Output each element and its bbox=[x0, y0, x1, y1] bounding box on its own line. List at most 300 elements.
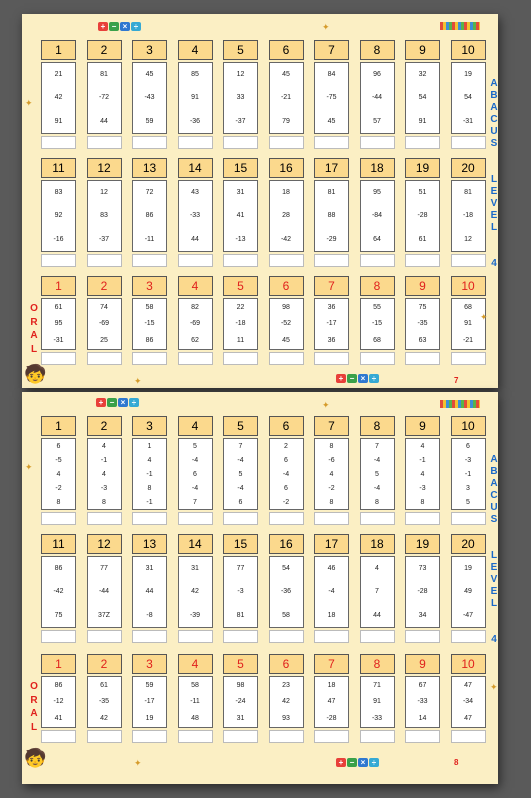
operator-icon: − bbox=[107, 398, 117, 407]
addend: -4 bbox=[191, 484, 199, 492]
problem-number: 13 bbox=[132, 158, 167, 178]
addend: 8 bbox=[147, 484, 152, 492]
number-box bbox=[405, 62, 440, 134]
operator-icon: − bbox=[347, 374, 357, 383]
addend: 19 bbox=[464, 565, 472, 573]
worksheet-page-7 bbox=[22, 14, 498, 388]
number-box bbox=[178, 438, 213, 510]
addend: 8 bbox=[420, 498, 425, 506]
addend: -35 bbox=[98, 698, 110, 706]
addend: -1 bbox=[419, 456, 426, 464]
problem-number: 2 bbox=[87, 40, 122, 60]
number-box bbox=[314, 676, 349, 728]
addend: 4 bbox=[420, 470, 425, 478]
addend: 86 bbox=[54, 681, 63, 689]
problem-number: 4 bbox=[178, 276, 213, 296]
addend: 31 bbox=[236, 189, 245, 197]
addend: 32 bbox=[418, 71, 427, 79]
addend: 43 bbox=[191, 189, 199, 197]
number-box bbox=[269, 298, 304, 350]
problem-number: 14 bbox=[178, 534, 213, 554]
answer-box[interactable] bbox=[132, 136, 167, 149]
addend: 91 bbox=[418, 117, 427, 125]
problem-number: 7 bbox=[314, 416, 349, 436]
answer-box[interactable] bbox=[223, 630, 258, 643]
problem-number: 5 bbox=[223, 654, 258, 674]
addend: -69 bbox=[98, 320, 110, 328]
addend: 47 bbox=[464, 681, 472, 689]
addend: 64 bbox=[373, 235, 381, 243]
number-box bbox=[269, 676, 304, 728]
answer-box[interactable] bbox=[405, 254, 440, 267]
addend: -33 bbox=[417, 698, 428, 706]
answer-box[interactable] bbox=[269, 254, 304, 267]
problem-row-2 bbox=[41, 534, 492, 644]
answer-box[interactable] bbox=[223, 136, 258, 149]
number-box bbox=[87, 438, 122, 510]
number-box bbox=[41, 676, 76, 728]
addend: -2 bbox=[55, 484, 62, 492]
answer-box[interactable] bbox=[451, 512, 486, 525]
addend: -4 bbox=[191, 456, 199, 464]
answer-box[interactable] bbox=[41, 512, 76, 525]
addend: 28 bbox=[282, 212, 290, 220]
problem-number: 11 bbox=[41, 534, 76, 554]
addend: 46 bbox=[327, 565, 336, 573]
addend: 31 bbox=[145, 565, 154, 573]
answer-box[interactable] bbox=[451, 136, 486, 149]
addend: 41 bbox=[236, 212, 245, 220]
number-box bbox=[87, 676, 122, 728]
addend: 84 bbox=[327, 71, 336, 79]
addend: 81 bbox=[100, 71, 108, 79]
addend: -6 bbox=[328, 456, 335, 464]
addend: -21 bbox=[462, 337, 474, 345]
number-box bbox=[41, 62, 76, 134]
answer-box[interactable] bbox=[132, 630, 167, 643]
number-box bbox=[223, 556, 258, 628]
number-box bbox=[132, 676, 167, 728]
addend: -36 bbox=[280, 588, 292, 596]
addend: 4 bbox=[420, 442, 425, 450]
answer-box[interactable] bbox=[405, 630, 440, 643]
addend: 91 bbox=[191, 94, 199, 102]
number-box bbox=[223, 676, 258, 728]
addend: -18 bbox=[235, 320, 246, 328]
operator-icon: + bbox=[96, 398, 106, 407]
number-box bbox=[451, 62, 486, 134]
addend: -21 bbox=[280, 94, 292, 102]
addend: -1 bbox=[464, 470, 472, 478]
addend: 54 bbox=[282, 565, 290, 573]
addend: -72 bbox=[98, 94, 110, 102]
problem-number: 4 bbox=[178, 654, 213, 674]
problem-number: 12 bbox=[87, 158, 122, 178]
answer-box[interactable] bbox=[269, 730, 304, 743]
number-box bbox=[178, 556, 213, 628]
number-box bbox=[360, 676, 395, 728]
addend: 8 bbox=[56, 498, 61, 506]
addend: -43 bbox=[144, 94, 155, 102]
number-box bbox=[451, 438, 486, 510]
addend: 85 bbox=[191, 71, 199, 79]
problem-number: 18 bbox=[360, 158, 395, 178]
addend: 21 bbox=[54, 71, 63, 79]
addend: 33 bbox=[236, 94, 245, 102]
number-box bbox=[314, 438, 349, 510]
operator-icon: × bbox=[118, 398, 128, 407]
answer-box[interactable] bbox=[87, 730, 122, 743]
addend: 31 bbox=[236, 715, 245, 723]
problem-number: 3 bbox=[132, 40, 167, 60]
addend: 11 bbox=[236, 337, 245, 345]
problem-number: 17 bbox=[314, 158, 349, 178]
answer-box[interactable] bbox=[360, 254, 395, 267]
number-box bbox=[405, 298, 440, 350]
level-label: A B A C U S L E V E L 4 bbox=[490, 454, 498, 645]
operator-icon: × bbox=[358, 374, 368, 383]
addend: 5 bbox=[466, 498, 470, 506]
addend: -1 bbox=[100, 456, 108, 464]
answer-box[interactable] bbox=[269, 352, 304, 365]
addend: 19 bbox=[464, 71, 472, 79]
number-box bbox=[360, 180, 395, 252]
addend: 55 bbox=[373, 303, 381, 311]
answer-box[interactable] bbox=[314, 136, 349, 149]
answer-box[interactable] bbox=[223, 512, 258, 525]
addend: 2 bbox=[284, 442, 288, 450]
problem-number: 17 bbox=[314, 534, 349, 554]
addend: -75 bbox=[326, 94, 337, 102]
number-box bbox=[132, 298, 167, 350]
addend: 14 bbox=[418, 715, 427, 723]
answer-box[interactable] bbox=[87, 352, 122, 365]
answer-box[interactable] bbox=[314, 630, 349, 643]
sparkle-icon: ✦ bbox=[134, 758, 142, 768]
addend: -4 bbox=[328, 588, 335, 596]
addend: 73 bbox=[418, 565, 427, 573]
addend: 4 bbox=[329, 470, 334, 478]
addend: 42 bbox=[100, 715, 108, 723]
addend: 49 bbox=[464, 588, 472, 596]
answer-box[interactable] bbox=[178, 136, 213, 149]
addend: -28 bbox=[417, 588, 428, 596]
addend: -84 bbox=[371, 212, 383, 220]
page-number: 8 bbox=[454, 758, 459, 767]
addend: -4 bbox=[373, 456, 381, 464]
addend: 62 bbox=[191, 337, 199, 345]
addend: -17 bbox=[144, 698, 155, 706]
answer-box[interactable] bbox=[360, 352, 395, 365]
page-number: 7 bbox=[454, 376, 459, 385]
answer-box[interactable] bbox=[269, 512, 304, 525]
number-box bbox=[269, 438, 304, 510]
addend: 47 bbox=[327, 698, 336, 706]
answer-box[interactable] bbox=[405, 136, 440, 149]
addend: 61 bbox=[100, 681, 108, 689]
answer-box[interactable] bbox=[360, 730, 395, 743]
math-operators-icon bbox=[336, 758, 379, 767]
answer-box[interactable] bbox=[132, 352, 167, 365]
addend: 44 bbox=[373, 611, 381, 619]
sparkle-icon: ✦ bbox=[322, 22, 330, 32]
number-box bbox=[178, 180, 213, 252]
number-box bbox=[87, 298, 122, 350]
addend: 95 bbox=[373, 189, 381, 197]
operator-icon: − bbox=[347, 758, 357, 767]
answer-box[interactable] bbox=[223, 352, 258, 365]
addend: 79 bbox=[282, 117, 290, 125]
number-box bbox=[451, 298, 486, 350]
answer-box[interactable] bbox=[223, 730, 258, 743]
addend: 72 bbox=[145, 189, 154, 197]
answer-box[interactable] bbox=[314, 512, 349, 525]
addend: -28 bbox=[326, 715, 337, 723]
addend: 42 bbox=[191, 588, 199, 596]
addend: 18 bbox=[327, 681, 336, 689]
problem-number: 10 bbox=[451, 40, 486, 60]
addend: 5 bbox=[193, 442, 197, 450]
answer-box[interactable] bbox=[87, 254, 122, 267]
answer-box[interactable] bbox=[314, 730, 349, 743]
problem-number: 19 bbox=[405, 158, 440, 178]
addend: 77 bbox=[236, 565, 245, 573]
addend: -37 bbox=[235, 117, 246, 125]
colored-pencils-icon bbox=[440, 400, 480, 408]
number-box bbox=[87, 62, 122, 134]
addend: 81 bbox=[236, 611, 245, 619]
addend: 4 bbox=[56, 470, 61, 478]
problem-number: 20 bbox=[451, 534, 486, 554]
answer-box[interactable] bbox=[405, 352, 440, 365]
addend: -39 bbox=[189, 611, 201, 619]
number-box bbox=[132, 556, 167, 628]
answer-box[interactable] bbox=[451, 630, 486, 643]
addend: 6 bbox=[284, 456, 288, 464]
addend: 83 bbox=[54, 189, 63, 197]
answer-box[interactable] bbox=[41, 730, 76, 743]
addend: 6 bbox=[238, 498, 243, 506]
addend: -16 bbox=[53, 235, 64, 243]
addend: 58 bbox=[145, 303, 154, 311]
answer-box[interactable] bbox=[314, 254, 349, 267]
problem-number: 9 bbox=[405, 40, 440, 60]
sparkle-icon: ✦ bbox=[490, 682, 498, 692]
number-box bbox=[178, 62, 213, 134]
problem-number: 8 bbox=[360, 40, 395, 60]
number-box bbox=[269, 62, 304, 134]
number-box bbox=[314, 556, 349, 628]
number-box bbox=[132, 62, 167, 134]
addend: 81 bbox=[327, 189, 336, 197]
sparkle-icon: ✦ bbox=[322, 400, 330, 410]
addend: 8 bbox=[329, 442, 334, 450]
addend: -37 bbox=[98, 235, 110, 243]
number-box bbox=[87, 180, 122, 252]
answer-box[interactable] bbox=[132, 512, 167, 525]
problem-number: 4 bbox=[178, 416, 213, 436]
answer-box[interactable] bbox=[269, 136, 304, 149]
problem-number: 2 bbox=[87, 276, 122, 296]
answer-box[interactable] bbox=[87, 136, 122, 149]
addend: 91 bbox=[464, 320, 472, 328]
answer-box[interactable] bbox=[178, 630, 213, 643]
answer-box[interactable] bbox=[41, 254, 76, 267]
answer-box[interactable] bbox=[451, 352, 486, 365]
problem-number: 1 bbox=[41, 40, 76, 60]
operator-icon: + bbox=[98, 22, 108, 31]
addend: -4 bbox=[237, 484, 244, 492]
problem-number: 9 bbox=[405, 654, 440, 674]
addend: 1 bbox=[147, 442, 152, 450]
number-box bbox=[178, 676, 213, 728]
addend: 86 bbox=[54, 565, 63, 573]
answer-box[interactable] bbox=[132, 254, 167, 267]
colored-pencils-icon bbox=[440, 22, 480, 30]
addend: 8 bbox=[329, 498, 334, 506]
number-box bbox=[314, 298, 349, 350]
addend: 86 bbox=[145, 337, 154, 345]
addend: 57 bbox=[373, 117, 381, 125]
number-box bbox=[87, 556, 122, 628]
answer-box[interactable] bbox=[360, 136, 395, 149]
addend: 74 bbox=[100, 303, 108, 311]
number-box bbox=[223, 438, 258, 510]
answer-box[interactable] bbox=[451, 730, 486, 743]
answer-box[interactable] bbox=[41, 630, 76, 643]
answer-box[interactable] bbox=[223, 254, 258, 267]
number-box bbox=[223, 62, 258, 134]
addend: 98 bbox=[282, 303, 290, 311]
addend: -4 bbox=[282, 470, 290, 478]
addend: 22 bbox=[236, 303, 245, 311]
addend: 18 bbox=[282, 189, 290, 197]
addend: 7 bbox=[193, 498, 197, 506]
addend: 91 bbox=[54, 117, 63, 125]
addend: -29 bbox=[326, 235, 337, 243]
number-box bbox=[360, 298, 395, 350]
addend: -2 bbox=[328, 484, 335, 492]
addend: -13 bbox=[235, 235, 246, 243]
problem-number: 3 bbox=[132, 416, 167, 436]
addend: 47 bbox=[464, 715, 472, 723]
problem-number: 9 bbox=[405, 276, 440, 296]
addend: 54 bbox=[464, 94, 472, 102]
addend: 44 bbox=[191, 235, 199, 243]
problem-row-3 bbox=[41, 654, 492, 744]
addend: -11 bbox=[190, 698, 200, 706]
addend: 25 bbox=[100, 337, 108, 345]
addend: -4 bbox=[237, 456, 244, 464]
addend: 4 bbox=[147, 456, 152, 464]
addend: 67 bbox=[418, 681, 427, 689]
addend: 95 bbox=[54, 320, 63, 328]
answer-box[interactable] bbox=[314, 352, 349, 365]
answer-box[interactable] bbox=[405, 730, 440, 743]
addend: 75 bbox=[54, 611, 63, 619]
children-abacus-icon: 🧒 bbox=[24, 364, 47, 384]
answer-box[interactable] bbox=[178, 352, 213, 365]
addend: 6 bbox=[193, 470, 197, 478]
operator-icon: ÷ bbox=[131, 22, 141, 31]
addend: 37Z bbox=[97, 611, 111, 619]
addend: -42 bbox=[280, 235, 292, 243]
problem-row-2 bbox=[41, 158, 492, 268]
problem-number: 10 bbox=[451, 654, 486, 674]
number-box bbox=[360, 438, 395, 510]
addend: -17 bbox=[326, 320, 337, 328]
sparkle-icon: ✦ bbox=[134, 376, 142, 386]
operator-icon: × bbox=[358, 758, 368, 767]
addend: -47 bbox=[462, 611, 474, 619]
math-operators-icon bbox=[336, 374, 379, 383]
addend: -31 bbox=[53, 337, 64, 345]
number-box bbox=[132, 180, 167, 252]
answer-box[interactable] bbox=[405, 512, 440, 525]
operator-icon: × bbox=[120, 22, 130, 31]
number-box bbox=[178, 298, 213, 350]
answer-box[interactable] bbox=[451, 254, 486, 267]
addend: 48 bbox=[191, 715, 199, 723]
addend: -42 bbox=[53, 588, 64, 596]
addend: 58 bbox=[282, 611, 290, 619]
answer-box[interactable] bbox=[178, 254, 213, 267]
addend: -12 bbox=[53, 698, 64, 706]
answer-box[interactable] bbox=[360, 630, 395, 643]
level-label: A B A C U S L E V E L 4 bbox=[490, 78, 498, 269]
answer-box[interactable] bbox=[132, 730, 167, 743]
addend: 91 bbox=[373, 698, 381, 706]
problem-number: 16 bbox=[269, 158, 304, 178]
problem-number: 15 bbox=[223, 158, 258, 178]
addend: 6 bbox=[56, 442, 61, 450]
number-box bbox=[269, 180, 304, 252]
addend: 5 bbox=[238, 470, 243, 478]
oral-label: O R A L bbox=[30, 681, 38, 733]
answer-box[interactable] bbox=[87, 630, 122, 643]
addend: -34 bbox=[462, 698, 474, 706]
problem-number: 6 bbox=[269, 654, 304, 674]
addend: -52 bbox=[280, 320, 292, 328]
problem-number: 1 bbox=[41, 416, 76, 436]
addend: 12 bbox=[236, 71, 245, 79]
addend: 7 bbox=[375, 442, 379, 450]
addend: 88 bbox=[327, 212, 336, 220]
answer-box[interactable] bbox=[178, 512, 213, 525]
answer-box[interactable] bbox=[269, 630, 304, 643]
sparkle-icon: ✦ bbox=[25, 98, 33, 108]
number-box bbox=[41, 438, 76, 510]
addend: 96 bbox=[373, 71, 381, 79]
number-box bbox=[269, 556, 304, 628]
addend: 42 bbox=[54, 94, 63, 102]
addend: 12 bbox=[100, 189, 108, 197]
addend: 42 bbox=[282, 698, 290, 706]
number-box bbox=[451, 180, 486, 252]
addend: 54 bbox=[418, 94, 427, 102]
answer-box[interactable] bbox=[360, 512, 395, 525]
problem-number: 7 bbox=[314, 654, 349, 674]
addend: -3 bbox=[237, 588, 244, 596]
addend: -24 bbox=[235, 698, 246, 706]
answer-box[interactable] bbox=[41, 136, 76, 149]
answer-box[interactable] bbox=[87, 512, 122, 525]
addend: 36 bbox=[327, 337, 336, 345]
addend: 61 bbox=[54, 303, 63, 311]
problem-number: 3 bbox=[132, 276, 167, 296]
answer-box[interactable] bbox=[178, 730, 213, 743]
addend: -3 bbox=[419, 484, 426, 492]
